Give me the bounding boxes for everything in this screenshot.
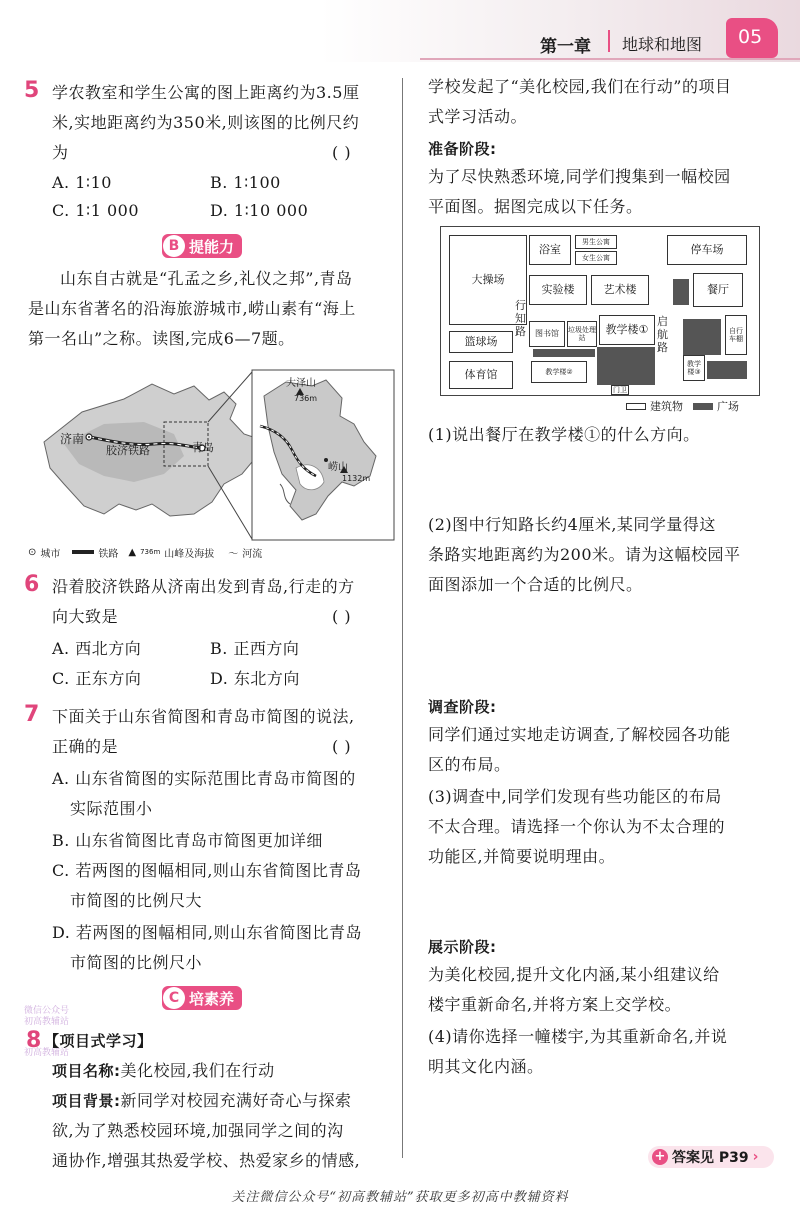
survey-line-1: 同学们通过实地走访调查,了解校园各功能 [428,725,731,744]
peak-legend-sample: 736m [140,548,161,556]
gate-guard: 门卫 [613,386,627,394]
question-5-answer-blank[interactable]: ( ) [332,143,352,162]
teaching-building-2: 教学楼② [531,361,587,383]
peak-legend-label: 山峰及海拔 [164,548,215,560]
right-cont-line-1: 学校发起了“美化校园,我们在行动”的项目 [428,77,732,96]
answer-reference[interactable] [648,1146,774,1168]
plaza-5 [707,361,747,379]
passage-line-1: 山东自古就是“孔孟之乡,礼仪之邦”,青岛 [60,269,353,288]
plaza-4 [683,319,721,355]
passage-line-2: 是山东省著名的沿海旅游城市,崂山素有“海上 [28,299,356,318]
question-5-option-c[interactable]: C. 1∶1 000 [52,201,139,220]
project-background-label: 项目背景: [52,1092,121,1110]
laoshan-label: 崂山 [328,462,348,473]
dazeshan-label: 大泽山 [286,378,316,389]
shandong-qingdao-map [24,364,396,564]
prep-line-1: 为了尽快熟悉环境,同学们搜集到一幅校园 [428,167,731,186]
project-background-line-1: 新同学对校园充满好奇心与探索 [120,1091,352,1110]
question-7-option-d-cont: 市简图的比例尺小 [70,953,203,972]
watermark-line-3: 初高教辅站 [24,1048,70,1058]
question-7-number: 7 [24,702,40,727]
watermark-line-1: 微信公众号 [24,1006,70,1016]
plaza-1 [673,279,689,305]
railway-label: 胶济铁路 [106,444,150,457]
question-7-line-2: 正确的是 [52,737,119,756]
question-5-line-3: 为 ( ) [52,138,392,168]
question-7-option-a[interactable]: A. 山东省简图的实际范围比青岛市简图的 [52,769,356,788]
plus-icon: + [652,1149,668,1165]
parking-lot: 停车场 [667,235,747,265]
watermark-line-2: 初高教辅站 [24,1017,70,1027]
section-c-label: 培素养 [189,989,235,1008]
header-divider [608,30,610,52]
river-legend-icon: 〜 [228,548,239,560]
question-7-option-d[interactable]: D. 若两图的图幅相同,则山东省简图比青岛 [52,923,363,942]
show-line-2: 楼宇重新命名,并将方案上交学校。 [428,995,682,1014]
page-number: 05 [738,26,763,48]
question-5-option-a[interactable]: A. 1∶10 [52,173,112,192]
city-legend-icon: ⊙ [28,546,37,558]
header-bar [0,0,800,62]
building-legend-icon [626,403,646,410]
female-dormitory: 女生公寓 [575,251,617,265]
show-stage-heading: 展示阶段: [428,938,497,956]
male-dormitory: 男生公寓 [575,235,617,249]
prep-stage-heading: 准备阶段: [428,140,497,158]
question-8-tag: 【项目式学习】 [44,1032,153,1050]
task-3-line-3: 功能区,并简要说明理由。 [428,847,616,866]
basketball-court: 篮球场 [449,331,513,353]
jinan-label: 济南 [60,432,85,446]
question-5-line-2: 米,实地距离约为350米,则该图的比例尺约 [52,113,360,132]
plaza-3 [597,347,655,385]
show-line-1: 为美化校园,提升文化内涵,某小组建议给 [428,965,720,984]
dazeshan-elevation: 736m [294,394,318,403]
library: 图书馆 [529,321,565,347]
question-7-option-c-cont: 市简图的比例尺大 [70,891,203,910]
garbage-station: 垃圾处理站 [567,321,597,347]
answer-reference-label: 答案见 P39 [672,1150,749,1166]
question-7-answer-blank[interactable]: ( ) [332,737,352,756]
question-6-option-c[interactable]: C. 正东方向 [52,669,142,688]
qihang-road-label: 启航路 [657,315,668,354]
plaza-legend-icon [693,403,713,410]
bathhouse: 浴室 [529,235,571,265]
chevron-right-icon: › [752,1149,759,1165]
question-5-number: 5 [24,78,40,103]
survey-stage-heading: 调查阶段: [428,698,497,716]
canteen: 餐厅 [693,273,743,307]
column-divider [402,78,403,1158]
question-6-line-1: 沿着胶济铁路从济南出发到青岛,行走的方 [52,577,355,596]
section-b-label: 提能力 [189,237,235,256]
section-c-badge [162,986,242,1010]
question-5-line-1: 学农教室和学生公寓的图上距离约为3.5厘 [52,83,360,102]
qingdao-label: 青岛 [192,441,214,454]
project-background-row [52,1086,352,1116]
task-1: (1)说出餐厅在教学楼①的什么方向。 [428,425,700,444]
header-underline [420,58,800,60]
footer-note: 关注微信公众号“初高教辅站”获取更多初高中教辅资料 [231,1190,569,1205]
project-background-line-2: 欲,为了熟悉校园环境,加强同学之间的沟 [52,1121,344,1140]
railway-legend-icon [72,550,94,554]
campus-legend [626,398,739,414]
railway-legend-label: 铁路 [98,548,119,560]
question-6-option-d[interactable]: D. 东北方向 [210,669,300,688]
question-6-option-b[interactable]: B. 正西方向 [210,639,300,658]
task-4-line-2: 明其文化内涵。 [428,1057,544,1076]
project-name-label: 项目名称: [52,1062,121,1080]
question-5-option-b[interactable]: B. 1∶100 [210,173,281,192]
question-6-option-a[interactable]: A. 西北方向 [52,639,142,658]
city-legend-label: 城市 [40,548,61,560]
right-cont-line-2: 式学习活动。 [428,107,528,126]
question-7-line-1: 下面关于山东省简图和青岛市简图的说法, [52,707,355,726]
question-6-answer-blank[interactable]: ( ) [332,607,352,626]
laoshan-elevation: 1132m [342,474,371,483]
task-3-line-1: (3)调查中,同学们发现有些功能区的布局 [428,787,722,806]
chapter-number: 第一章 [540,37,591,57]
task-2-line-3: 面图添加一个合适的比例尺。 [428,575,643,594]
passage-line-3: 第一名山”之称。读图,完成6—7题。 [28,329,295,348]
survey-line-2: 区的布局。 [428,755,511,774]
lab-building: 实验楼 [529,275,587,305]
bike-shed: 自行车棚 [725,315,747,355]
task-2-line-1: (2)图中行知路长约4厘米,某同学量得这 [428,515,716,534]
section-b-badge [162,234,242,258]
task-2-line-2: 条路实地距离约为200米。请为这幅校园平 [428,545,741,564]
project-name-row [52,1056,275,1086]
peak-legend-icon: ▲ [128,546,137,558]
question-7-option-a-cont: 实际范围小 [70,799,153,818]
question-6-number: 6 [24,572,40,597]
question-6-line-2: 向大致是 [52,607,119,626]
question-5-option-d[interactable]: D. 1∶10 000 [210,201,309,220]
teaching-building-1: 教学楼① [599,315,655,345]
gymnasium: 体育馆 [449,361,513,389]
building-legend-label: 建筑物 [650,400,683,413]
project-background-line-3: 通协作,增强其热爱学校、热爱家乡的情感, [52,1151,361,1170]
river-legend-label: 河流 [242,548,263,560]
task-4-line-1: (4)请你选择一幢楼宇,为其重新命名,并说 [428,1027,728,1046]
map-legend [28,542,396,562]
task-3-line-2: 不太合理。请选择一个你认为不太合理的 [428,817,726,836]
big-playground: 大操场 [449,235,527,325]
campus-map [440,226,760,396]
teaching-building-3: 教学楼③ [683,355,705,381]
prep-line-2: 平面图。据图完成以下任务。 [428,197,643,216]
xingzhi-road-label: 行知路 [515,299,526,338]
question-8-number: 8 [26,1028,42,1053]
section-c-letter: C [163,987,185,1009]
project-name-value: 美化校园,我们在行动 [120,1061,275,1080]
question-7-option-b[interactable]: B. 山东省简图比青岛市简图更加详细 [52,831,323,850]
plaza-legend-label: 广场 [717,400,739,413]
question-7-option-c[interactable]: C. 若两图的图幅相同,则山东省简图比青岛 [52,861,362,880]
section-b-letter: B [163,235,185,257]
art-building: 艺术楼 [591,275,649,305]
chapter-title: 地球和地图 [622,35,703,54]
plaza-2 [533,349,595,357]
